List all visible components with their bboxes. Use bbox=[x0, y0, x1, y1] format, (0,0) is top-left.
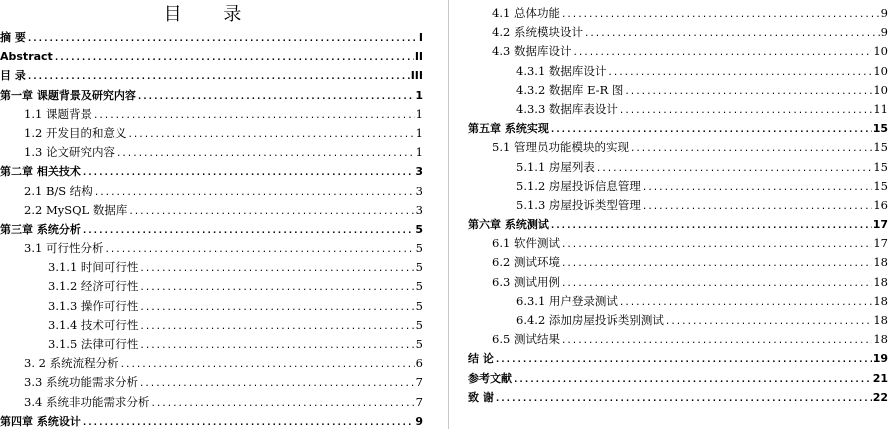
toc-entry[interactable] bbox=[0, 105, 423, 124]
dot-leader bbox=[665, 313, 872, 332]
toc-entry-label: 5.1.2 房屋投诉信息管理 bbox=[516, 178, 641, 193]
toc-entry[interactable] bbox=[0, 335, 423, 354]
dot-leader bbox=[630, 140, 872, 159]
toc-entry-label: 3. 2 系统流程分析 bbox=[24, 356, 119, 371]
toc-title: 目 录 bbox=[163, 4, 260, 25]
dot-leader bbox=[93, 107, 415, 126]
toc-entry-page: 3 bbox=[415, 183, 423, 198]
toc-entry[interactable] bbox=[0, 239, 423, 258]
toc-entry-page: 18 bbox=[873, 313, 888, 327]
toc-entry-page: 15 bbox=[873, 159, 888, 174]
dot-leader bbox=[94, 184, 415, 203]
toc-entry-page: 3 bbox=[415, 202, 423, 217]
toc-entry-label: 6.1 软件测试 bbox=[492, 236, 560, 251]
toc-entry-label: Abstract bbox=[0, 50, 53, 64]
toc-entry[interactable] bbox=[0, 412, 423, 431]
toc-entry[interactable] bbox=[468, 273, 888, 292]
toc-entry-page: 19 bbox=[872, 352, 888, 366]
toc-entry-label: 3.1.1 时间可行性 bbox=[48, 260, 139, 275]
dot-leader bbox=[104, 241, 414, 260]
dot-leader bbox=[27, 30, 416, 49]
toc-entry-label: 参考文献 bbox=[468, 371, 512, 385]
toc-entry-label: 第五章 系统实现 bbox=[468, 122, 549, 136]
dot-leader bbox=[584, 25, 880, 44]
toc-entry-page: 17 bbox=[872, 218, 888, 232]
toc-entry-label: 3.1.5 法律可行性 bbox=[48, 337, 139, 351]
dot-leader bbox=[624, 83, 872, 102]
toc-entry-page: 10 bbox=[873, 63, 888, 78]
toc-entry-page: 3 bbox=[415, 165, 423, 179]
toc-entry-page: 17 bbox=[873, 236, 888, 251]
dot-leader bbox=[642, 198, 872, 217]
toc-entry[interactable] bbox=[468, 138, 888, 157]
toc-entry[interactable] bbox=[468, 369, 888, 388]
page-divider bbox=[448, 0, 449, 429]
toc-entry-label: 1.3 论文研究内容 bbox=[24, 145, 115, 160]
toc-entry-page: 1 bbox=[415, 88, 423, 102]
toc-entry-page: 5 bbox=[415, 317, 423, 332]
toc-entry-label: 4.2 系统模块设计 bbox=[492, 25, 583, 40]
toc-entry-label: 3.1 可行性分析 bbox=[24, 241, 104, 256]
toc-entry-page: 22 bbox=[872, 390, 888, 404]
toc-entry-page: 7 bbox=[415, 375, 423, 390]
dot-leader bbox=[82, 222, 415, 241]
toc-entry-page: 16 bbox=[873, 197, 888, 212]
toc-entry-label: 摘 要 bbox=[0, 31, 26, 44]
toc-entry[interactable] bbox=[0, 393, 423, 412]
toc-entry-page: III bbox=[410, 69, 423, 83]
dot-leader bbox=[139, 375, 415, 394]
dot-leader bbox=[139, 318, 414, 337]
toc-entry-label: 6.3 测试用例 bbox=[492, 274, 560, 289]
toc-entry[interactable] bbox=[0, 143, 423, 162]
toc-entry[interactable] bbox=[0, 66, 423, 85]
dot-leader bbox=[127, 126, 414, 145]
toc-entry-label: 4.3 数据库设计 bbox=[492, 44, 572, 59]
toc-entry[interactable] bbox=[0, 28, 423, 47]
dot-leader bbox=[150, 395, 414, 414]
toc-entry[interactable] bbox=[468, 253, 888, 272]
toc-entry[interactable] bbox=[468, 196, 888, 215]
page-right bbox=[468, 0, 888, 429]
toc-entry[interactable] bbox=[468, 62, 888, 81]
toc-entry-page: 1 bbox=[415, 106, 423, 121]
toc-entry[interactable] bbox=[468, 234, 888, 253]
toc-entry[interactable] bbox=[468, 388, 888, 407]
dot-leader bbox=[120, 356, 415, 375]
toc-entry[interactable] bbox=[0, 162, 423, 181]
toc-entry-page: 5 bbox=[415, 241, 423, 256]
toc-entry-label: 5.1 管理员功能模块的实现 bbox=[492, 140, 629, 155]
toc-entry-page: II bbox=[414, 50, 423, 64]
toc-entry-page: 5 bbox=[415, 222, 423, 236]
toc-entry[interactable] bbox=[0, 258, 423, 277]
toc-entry-page: 18 bbox=[873, 255, 888, 270]
toc-entry[interactable] bbox=[468, 119, 888, 138]
dot-leader bbox=[561, 6, 880, 25]
toc-entry-label: 2.1 B/S 结构 bbox=[24, 183, 93, 198]
toc-entry[interactable] bbox=[0, 47, 423, 66]
dot-leader bbox=[561, 236, 872, 255]
dot-leader bbox=[572, 44, 872, 63]
toc-entry-label: 5.1.1 房屋列表 bbox=[516, 159, 595, 174]
dot-leader bbox=[513, 371, 872, 390]
toc-entry-page: 9 bbox=[880, 6, 888, 20]
toc-entry[interactable] bbox=[468, 349, 888, 368]
toc-entry-label: 目 录 bbox=[0, 69, 26, 83]
toc-entry-page: I bbox=[418, 31, 423, 44]
toc-entry-label: 1.2 开发目的和意义 bbox=[24, 125, 127, 140]
toc-entry[interactable] bbox=[0, 220, 423, 239]
dot-leader bbox=[495, 351, 872, 370]
toc-entry-label: 第六章 系统测试 bbox=[468, 218, 549, 232]
toc-entry-page: 1 bbox=[415, 125, 423, 140]
toc-entry-page: 1 bbox=[415, 145, 423, 160]
dot-leader bbox=[619, 102, 872, 121]
toc-entry[interactable] bbox=[468, 215, 888, 234]
toc-list-left bbox=[0, 28, 423, 431]
toc-entry-label: 第四章 系统设计 bbox=[0, 414, 81, 428]
dot-leader bbox=[495, 390, 872, 409]
toc-entry[interactable] bbox=[468, 292, 888, 311]
dot-leader bbox=[139, 260, 414, 279]
toc-entry[interactable] bbox=[468, 81, 888, 100]
dot-leader bbox=[82, 414, 415, 433]
toc-entry-page: 18 bbox=[873, 293, 888, 308]
toc-entry-page: 15 bbox=[872, 122, 888, 136]
toc-entry-label: 6.2 测试环境 bbox=[492, 255, 560, 270]
dot-leader bbox=[82, 164, 415, 183]
toc-entry[interactable] bbox=[0, 316, 423, 335]
dot-leader bbox=[139, 299, 414, 318]
toc-entry[interactable] bbox=[0, 373, 423, 392]
toc-entry-label: 第三章 系统分析 bbox=[0, 222, 81, 236]
dot-leader bbox=[139, 279, 414, 298]
toc-entry[interactable] bbox=[468, 330, 888, 349]
toc-entry-page: 10 bbox=[873, 44, 888, 59]
toc-entry-page: 11 bbox=[873, 101, 888, 116]
toc-entry-label: 2.2 MySQL 数据库 bbox=[24, 202, 128, 217]
toc-entry-page: 5 bbox=[415, 260, 423, 275]
dot-leader bbox=[116, 145, 415, 164]
toc-entry-label: 3.3 系统功能需求分析 bbox=[24, 375, 138, 390]
dot-leader bbox=[550, 217, 872, 236]
dot-leader bbox=[561, 255, 872, 274]
toc-entry[interactable] bbox=[468, 42, 888, 61]
toc-entry-page: 7 bbox=[415, 394, 423, 409]
toc-entry-label: 6.5 测试结果 bbox=[492, 332, 560, 347]
dot-leader bbox=[139, 337, 414, 356]
toc-entry-page: 15 bbox=[873, 140, 888, 155]
toc-entry-page: 18 bbox=[873, 332, 888, 347]
toc-entry[interactable] bbox=[468, 100, 888, 119]
toc-entry-label: 致 谢 bbox=[468, 390, 494, 404]
toc-entry-label: 3.1.2 经济可行性 bbox=[48, 279, 139, 294]
dot-leader bbox=[561, 332, 872, 351]
toc-entry-label: 4.3.2 数据库 E-R 图 bbox=[516, 82, 624, 97]
toc-entry[interactable] bbox=[0, 297, 423, 316]
toc-entry[interactable] bbox=[468, 158, 888, 177]
toc-entry[interactable] bbox=[468, 4, 888, 23]
toc-entry[interactable] bbox=[0, 277, 423, 296]
toc-entry[interactable] bbox=[468, 177, 888, 196]
toc-entry-page: 10 bbox=[873, 82, 888, 97]
dot-leader bbox=[137, 88, 415, 107]
toc-entry[interactable] bbox=[468, 311, 888, 330]
toc-entry-label: 第二章 相关技术 bbox=[0, 165, 81, 179]
dot-leader bbox=[54, 49, 414, 68]
toc-entry-label: 第一章 课题背景及研究内容 bbox=[0, 88, 136, 102]
dot-leader bbox=[607, 64, 872, 83]
toc-entry-label: 3.1.4 技术可行性 bbox=[48, 317, 139, 332]
toc-entry[interactable] bbox=[0, 86, 423, 105]
toc-entry-page: 5 bbox=[415, 279, 423, 294]
toc-entry-page: 5 bbox=[415, 298, 423, 313]
toc-entry-label: 4.1 总体功能 bbox=[492, 6, 560, 20]
toc-entry-label: 6.4.2 添加房屋投诉类别测试 bbox=[516, 313, 664, 327]
toc-entry[interactable] bbox=[0, 124, 423, 143]
toc-entry-page: 15 bbox=[873, 178, 888, 193]
toc-entry-label: 1.1 课题背景 bbox=[24, 106, 92, 121]
toc-entry-label: 结 论 bbox=[468, 352, 494, 366]
toc-entry-label: 4.3.1 数据库设计 bbox=[516, 63, 607, 78]
toc-entry-page: 6 bbox=[415, 356, 423, 371]
toc-entry[interactable] bbox=[468, 23, 888, 42]
toc-entry-label: 4.3.3 数据库表设计 bbox=[516, 101, 618, 116]
toc-entry-page: 9 bbox=[880, 25, 888, 40]
toc-entry-label: 3.4 系统非功能需求分析 bbox=[24, 394, 150, 409]
dot-leader bbox=[642, 179, 872, 198]
toc-entry[interactable] bbox=[0, 354, 423, 373]
toc-entry-page: 18 bbox=[873, 274, 888, 289]
toc-entry-label: 5.1.3 房屋投诉类型管理 bbox=[516, 197, 641, 212]
toc-entry-page: 21 bbox=[872, 371, 888, 385]
toc-entry[interactable] bbox=[0, 201, 423, 220]
page-left bbox=[0, 0, 423, 429]
toc-list-right bbox=[468, 4, 888, 407]
dot-leader bbox=[128, 203, 414, 222]
toc-entry-label: 3.1.3 操作可行性 bbox=[48, 298, 139, 313]
toc-entry-page: 5 bbox=[415, 337, 423, 351]
toc-entry[interactable] bbox=[0, 182, 423, 201]
toc-entry-page: 9 bbox=[415, 414, 423, 428]
toc-entry-label: 6.3.1 用户登录测试 bbox=[516, 293, 618, 308]
